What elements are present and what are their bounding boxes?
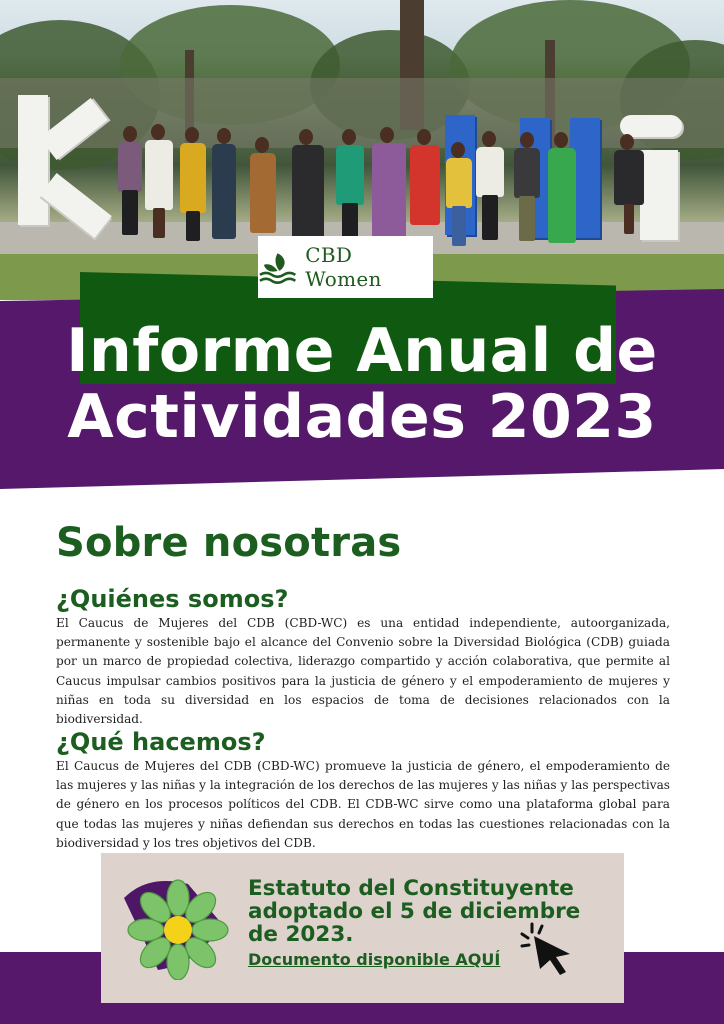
document-link[interactable]: Documento disponible AQUÍ [248, 950, 501, 969]
statute-line-1: Estatuto del Constituyente [248, 876, 574, 901]
title-line-1: Informe Anual de [66, 316, 658, 386]
about-heading: Sobre nosotras [56, 520, 402, 566]
what-paragraph: El Caucus de Mujeres del CDB (CBD-WC) promueve la justicia de género, el empoderamiento de las mujeres y las niñas y la integración de los derechos de las mujeres y las niñas y las perspectivas de género en los procesos políticos del CDB. El CDB-WC sirve como una plataforma global para que todas las mujeres y niñas defiendan sus derechos en todas las cuestiones relacionadas con la biodiversidad y los tres objetivos del CDB. [56, 759, 670, 850]
who-heading: ¿Quiénes somos? [56, 585, 289, 613]
what-heading: ¿Qué hacemos? [56, 728, 266, 756]
report-title [0, 318, 724, 450]
statute-line-3: de 2023. [248, 922, 354, 947]
who-paragraph: El Caucus de Mujeres del CDB (CBD-WC) es una entidad independiente, autoorganizada, permanente y sostenible bajo el alcance del Convenio sobre la Diversidad Biológica (CDB) guiada por un marco de propiedad colectiva, liderazgo compartido y acción colaborativa, que permite al Caucus impulsar cambios positivos para la justicia de género y el empoderamiento de mujeres y niñas en toda su diversidad en los espacios de toma de decisiones relacionados con la biodiversidad. [56, 616, 670, 727]
cbd-women-logo [258, 236, 433, 298]
cursor-click-icon [518, 920, 580, 976]
logo-text: CBD Women [305, 243, 382, 291]
statute-line-2: adoptado el 5 de diciembre [248, 899, 581, 924]
flower-icon [118, 868, 230, 980]
title-line-2: Actividades 2023 [67, 382, 657, 452]
leaf-waves-icon [258, 249, 297, 285]
